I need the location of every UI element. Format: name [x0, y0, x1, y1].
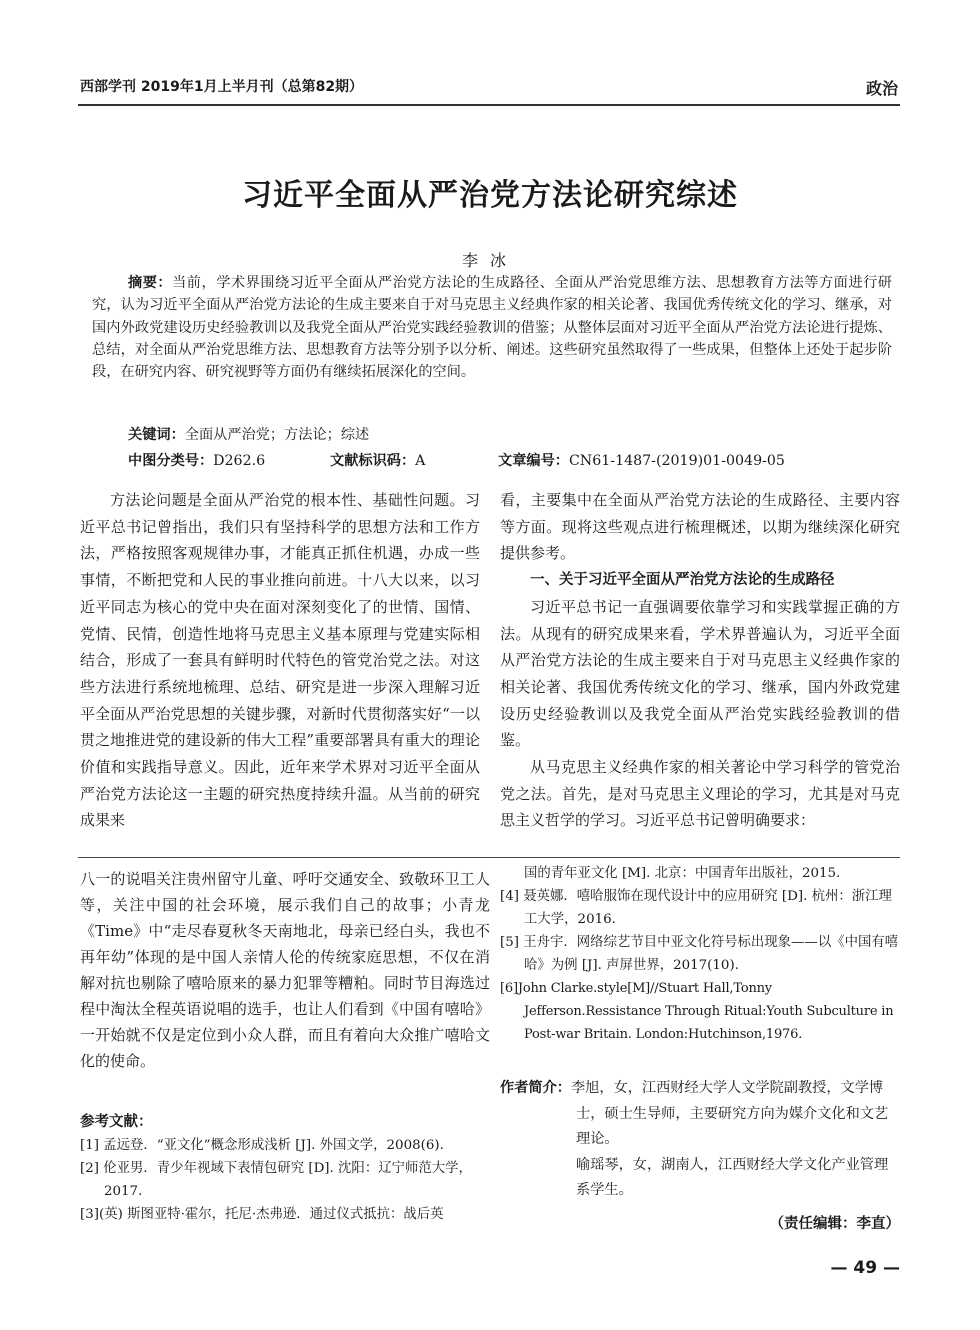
keywords-text: 全面从严治党；方法论；综述 — [184, 427, 370, 443]
abstract-label: 摘要： — [128, 275, 173, 291]
clc-value: D262.6 — [213, 453, 266, 469]
section-divider — [78, 857, 900, 858]
body-paragraph: 方法论问题是全面从严治党的根本性、基础性问题。习近平总书记曾指出，我们只有坚持科学的思想方法和工作方法，严格按照客观规律办事，才能真正抓住机遇，办成一些事情，不断把党和人民的事业推向前进。十八大以来，以习近平同志为核心的党中央在面对深刻变化了的世情、国情、党情、民情，创造性地将马克思主义基本原理与党建实际相结合，形成了一套具有鲜明时代特色的管党治党之法。对这些方法进行系统地梳理、总结、研究是进一步深入理解习近平全面从严治党思想的关键步骤，对新时代贯彻落实好“一以贯之地推进党的建设新的伟大工程”重要部署具有重大的理论价值和实践指导意义。因此，近年来学术界对习近平全面从严治党方法论这一主题的研究热度持续升温。从当前的研究成果来 — [80, 491, 480, 830]
reference-item: [1] 孟远登．“亚文化”概念形成浅析 [J]. 外国文学，2008(6). — [80, 1138, 444, 1153]
clc-label: 中图分类号： — [128, 453, 214, 469]
reference-item: [5] 王舟宇．网络综艺节目中亚文化符号标出现象——以《中国有嘻哈》为例 [J]. 声屏世界，2017(10). — [500, 935, 899, 973]
body-paragraph: 八一的说唱关注贵州留守儿童、呼吁交通安全、致敬环卫工人等，关注中国的社会环境，展示我们自己的故事；小青龙《Time》中“走尽春夏秋冬天南地北，母亲已经白头，我也不再年幼”体现的是中国人亲情人伦的传统家庭思想，不仅在消解对抗也剔除了嘻哈原来的暴力犯罪等糟粕。同时节目海选过程中淘汰全程英语说唱的选手，也让人们看到《中国有嘻哈》一开始就不仅是定位到小众人群，而且有着向大众推广嘻哈文化的使命。 — [80, 870, 490, 1070]
doc-code-value: A — [415, 453, 426, 469]
keywords — [128, 424, 369, 444]
header-rule — [78, 104, 900, 106]
page-number: — 49 — — [830, 1258, 900, 1278]
doc-code-label: 文献标识码： — [330, 453, 416, 469]
body-column-left — [80, 487, 480, 834]
journal-header: 西部学刊 2019年1月上半月刊（总第82期） — [80, 79, 364, 95]
article-number-label: 文章编号： — [498, 453, 569, 469]
author-bio-text: 喻瑶琴，女，湖南人，江西财经大学文化产业管理系学生。 — [576, 1156, 889, 1198]
article-title: 习近平全面从严治党方法论研究综述 — [242, 178, 738, 213]
reference-item: [3](英) 斯图亚特·霍尔，托尼·杰弗逊．通过仪式抵抗：战后英 — [80, 1207, 444, 1222]
body-paragraph: 从马克思主义经典作家的相关著论中学习科学的管党治党之法。首先，是对马克思主义理论的学习，尤其是对马克思主义哲学的学习。习近平总书记曾明确要求： — [500, 758, 900, 830]
body-paragraph: 看，主要集中在全面从严治党方法论的生成路径、主要内容等方面。现将这些观点进行梳理概述，以期为继续深化研究提供参考。 — [500, 491, 900, 563]
reference-item: [4] 聂英娜．嘻哈服饰在现代设计中的应用研究 [D]. 杭州：浙江理工大学，2016. — [500, 889, 892, 927]
abstract-text: 当前，学术界围绕习近平全面从严治党方法论的生成路径、全面从严治党思维方法、思想教育方法等方面进行研究，认为习近平全面从严治党方法论的生成主要来自于对马克思主义经典作家的相关论著、我国优秀传统文化的学习、继承，对国内外政党建设历史经验教训以及我党全面从严治党实践经验教训的借鉴；从整体层面对习近平全面从严治党方法论进行提炼、总结，对全面从严治党思维方法、思想教育方法等分别予以分析、阐述。这些研究虽然取得了一些成果，但整体上还处于起步阶段，在研究内容、研究视野等方面仍有继续拓展深化的空间。 — [92, 275, 892, 381]
abstract — [92, 272, 892, 383]
article-number — [498, 450, 785, 470]
reference-item: 国的青年亚文化 [M]. 北京：中国青年出版社，2015. — [524, 866, 841, 881]
author-bio-entry — [500, 1076, 900, 1153]
reference-item: [6]John Clarke.style[M]//Stuart Hall,Tonny Jefferson.Ressistance Through Ritual:Youth Subculture in Post-war Britain. London:Hutchinson,1976. — [500, 981, 894, 1042]
previous-article-text — [80, 866, 490, 1074]
body-paragraph: 习近平总书记一直强调要依靠学习和实践掌握正确的方法。从现有的研究成果来看，学术界普遍认为，习近平全面从严治党方法论的生成主要来自于对马克思主义经典作家的相关论著、我国优秀传统文化的学习、继承，国内外政党建设历史经验教训以及我党全面从严治党实践经验教训的借鉴。 — [500, 597, 900, 750]
references-list-right — [500, 862, 900, 1046]
references-list-left — [80, 1134, 485, 1226]
references-title: 参考文献： — [80, 1114, 153, 1130]
body-column-right — [500, 487, 900, 834]
article-number-value: CN61-1487-(2019)01-0049-05 — [568, 453, 785, 469]
clc-number — [128, 450, 265, 470]
section-label: 政治 — [865, 79, 898, 98]
article-author: 李冰 — [461, 251, 518, 270]
section-heading: 一、关于习近平全面从严治党方法论的生成路径 — [530, 572, 835, 589]
author-bio — [500, 1076, 900, 1204]
reference-item: [2] 伦亚男．青少年视域下表情包研究 [D]. 沈阳：辽宁师范大学，2017. — [80, 1161, 472, 1199]
keywords-label: 关键词： — [128, 427, 185, 443]
responsible-editor: （责任编辑：李直） — [769, 1216, 900, 1232]
author-bio-label: 作者简介： — [500, 1080, 571, 1096]
author-bio-text: 李旭，女，江西财经大学人文学院副教授，文学博士，硕士生导师，主要研究方向为媒介文化和文艺理论。 — [570, 1080, 889, 1147]
document-code — [330, 450, 425, 470]
